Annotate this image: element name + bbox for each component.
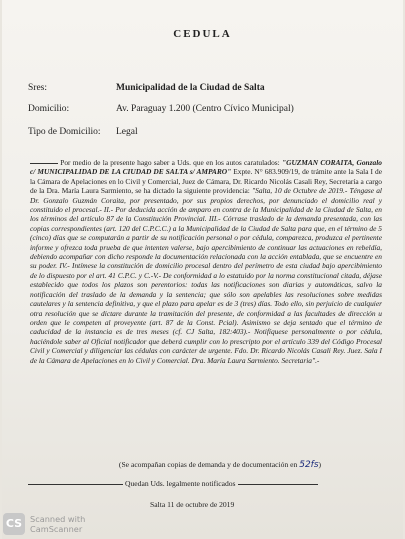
copies-note: [60, 460, 380, 470]
document-title: CEDULA: [173, 28, 232, 40]
body-intro: Por medio de la presente hago saber a Uds. que en los autos caratulados:: [60, 158, 280, 167]
blank-line: [30, 163, 58, 164]
court-order-text: "Salta, 10 de Octubre de 2019.- Téngase al Dr. Gonzalo Guzmán Coraita, por presentado, por sus propios derechos, por denunciado el domicilio real y constituido el procesal.- II.- Por deducida acción de amparo en contra de la Municipalidad de la Ciudad de Salta, en los términos del artículo 87 de la Constitución Provincial. III.- Córrase traslado de la demanda presentada, con las copias correspondientes (art. 120 del C.P.C.C.) a la Municipalidad de la Ciudad de Salta para que, en el término de 5 (cinco) días que se computarán a partir de su notificación personal o por cédula, comparezca, produzca el pertinente informe y ofrezca toda prueba de que intenten valerse, bajo apercibimiento de continuar las actuaciones en rebeldía, debiendo acompañar con dicho responde la documentación relacionada con la acción entablada, que se encuentre en su poder. IV.- Intímese la constitución de domicilio procesal dentro del perímetro de esta ciudad bajo apercibimiento de lo dispuesto por el art. 41 C.P.C. y C.-V.- De conformidad a lo estatuido por la norma constitucional citada, déjase establecido que todos los plazos son perentorios: todas las notificaciones son diarias y automáticas, salvo la notificación del traslado de la demanda y la sentencia; que sólo son apelables las resoluciones sobre medidas cautelares y la sentencia definitiva, y que el plazo para apelar es de 3 (tres) días. Todo ello, sin perjuicio de cualquier otra resolución que se dictare durante la tramitación del presente, de conformidad a las facultades de dirección u orden que le competen al proveyente (art. 87 de la Const. Pcial). Asimismo se deja sentado que el término de caducidad de la instancia es de tres meses (cf. CJ Salta, 182:403).- Notifíquese personalmente o por cédula, haciéndole saber al Oficial notificador que deberá cumplir con lo prescripto por el artículo 339 del Código Procesal Civil y Comercial y diligenciar las cédulas con carácter de urgente. Fdo. Dr. Ricardo Nicolás Casali Rey. Juez. Sala I de la Cámara de Apelaciones en lo Civil y Comercial. Dra. María Laura Sarmiento. Secretaria".-: [30, 186, 382, 365]
copies-note-text: (Se acompañan copias de demanda y de documentación en: [118, 460, 298, 469]
case-title: "GUZMAN CORAITA, Gonzalo c/ MUNICIPALIDAD DE LA CIUDAD DE SALTA s/ AMPARO": [30, 158, 382, 177]
handwritten-pages: 52fs: [299, 460, 319, 470]
case-details: Expte. N° 683.909/19, de trámite ante la Sala I de la Cámara de Apelaciones en lo Civil y Comercial, Juez de Cámara, Dr. Ricardo Nicolás Casali Rey, Secretaría a cargo de la Dra. María Laura Sarmiento, se ha dictado la siguiente providencia:: [30, 167, 382, 196]
tipo-domicilio-label: Tipo de Domicilio:: [28, 127, 101, 137]
watermark-line-2: CamScanner: [30, 523, 83, 534]
signature-blank-right: [238, 484, 318, 485]
signature-blank-left: [28, 484, 123, 485]
sres-label: Sres:: [28, 83, 47, 93]
notified-line: [28, 479, 318, 488]
domicilio-label: Domicilio:: [28, 104, 70, 114]
issue-date: Salta 11 de octubre de 2019: [150, 500, 235, 509]
domicilio-value: Av. Paraguay 1.200 (Centro Cívico Municipal): [116, 104, 294, 114]
camscanner-watermark: [0, 508, 120, 539]
cedula-body: [30, 158, 382, 365]
copies-note-end: ): [318, 460, 322, 469]
watermark-line-1: Scanned with: [30, 513, 86, 524]
camscanner-logo-icon: CS: [3, 513, 25, 535]
notified-text: Quedan Uds. legalmente notificados: [125, 479, 236, 488]
sres-value: Municipalidad de la Ciudad de Salta: [116, 83, 265, 93]
tipo-domicilio-value: Legal: [116, 127, 138, 137]
